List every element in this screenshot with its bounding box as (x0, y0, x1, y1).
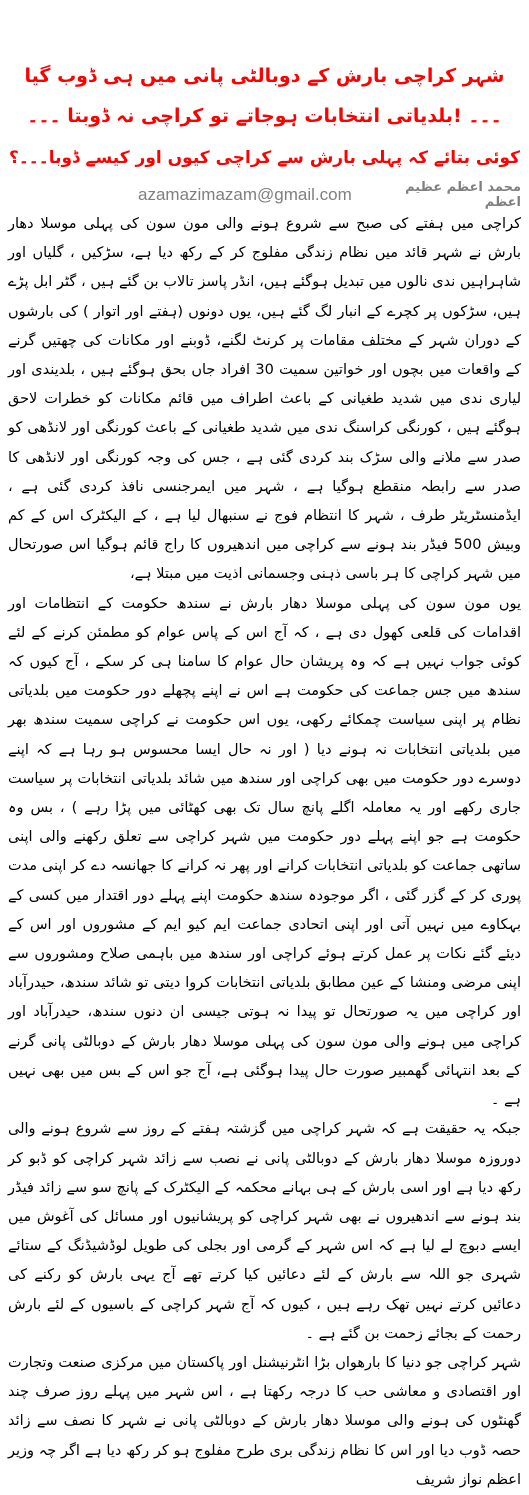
article-header (8, 0, 521, 176)
article-body (8, 210, 521, 1495)
article-subtitle: کوئی بتائے کہ پہلی بارش سے کراچی کیوں اور کیسے ڈوبا۔۔۔؟ (8, 148, 521, 168)
author-name: محمد اعظم عظیم اعظم (405, 180, 521, 210)
paragraph-4: شہر کراچی جو دنیا کا بارھواں بڑا انٹرنیشنل اور پاکستان میں مرکزی صنعت وتجارت اور اقتصادی و معاشی حب کا درجہ رکھتا ہے ، اس شہر میں پہلے روز صرف چند گھنٹوں کی ہونے والی موسلا دھار بارش کے دوبالٹی پانی نے شہر کا نصف سے زائد حصہ ڈوب دیا اور اس کا نظام زندگی بری طرح مفلوج ہو کر رکھ دیا ہے اگر چہ وزیر اعظم نواز شریف (8, 1354, 521, 1488)
author-email: azamazimazam@gmail.com (138, 185, 352, 204)
byline (8, 180, 521, 210)
paragraph-1: کراچی میں ہفتے کی صبح سے شروع ہونے والی مون سون کی پہلی موسلا دھار بارش نے شہر قائد میں نظام زندگی مفلوج کر کے رکھ دیا ہے، سڑکیں ، گلیاں اور شاہراہیں ندی نالوں میں تبدیل ہوگئے ہیں، انڈر پاسز تالاب بن گئے ہیں ، گٹر ابل پڑے ہیں، سڑکوں پر کچرے کے انبار لگ گئے ہیں، یوں دونوں (ہفتے اور اتوار ) کی بارشوں کے دوران شہر کے مختلف مقامات پر کرنٹ لگنے، ڈوبنے اور مکانات کی چھتیں گرنے کے واقعات میں بچوں اور خواتین سمیت 30 افراد جاں بحق ہوگئے ہیں ، بلدیندی اور لیاری ندی میں شدید طغیانی کے باعث اطراف میں قائم مکانات کو خطرات لاحق ہوگئے ہیں ، کورنگی کراسنگ ندی میں شدید طغیانی کے باعث کورنگی اور لانڈھی کو صدر سے ملانے والی سڑک بند کردی گئی ہے ، جس کی وجہ کورنگی اور لانڈھی کا صدر سے رابطہ منقطع ہوگیا ہے ، شہر میں ایمرجنسی نافذ کردی گئی ہے ، ایڈمنسٹریٹر طرف ، شہر کا انتظام فوج نے سنبھال لیا ہے ، کے الیکٹرک اس کے کم وبیش 500 فیڈر بند ہونے سے کراچی میں اندھیروں کا راج قائم ہوگیا اس صورتحال میں شہر کراچی کا ہر باسی ذہنی وجسمانی اذیت میں مبتلا ہے، (8, 216, 522, 583)
paragraph-3: جبکہ یہ حقیقت ہے کہ شہر کراچی میں گزشتہ ہفتے کے روز سے شروع ہونے والی دوروزہ موسلا دھار بارش کے دوبالٹی پانی نے نصب سے زائد شہر کراچی کو ڈبو کر رکھ دیا ہے اور اسی بارش کے ہی بہانے محکمہ کے الیکٹرک کے پانچ سو سے زائد فیڈر بند ہونے سے اندھیروں نے بھی شہر کراچی کو پریشانیوں اور مسائل کی آغوش میں ایسے دبوچ لے لیا ہے کہ اس شہر کے گرمی اور بجلی کی طویل لوڈشیڈنگ کے ستائے شہری جو اللہ سے بارش کے لئے دعائیں کیا کرتے تھے آج یہی بارش کو رکنے کی دعائیں کرتے نہیں تھک رہے ہیں ، کیوں کہ آج شہر کراچی کے باسیوں کے لئے بارش رحمت کے بجائے زحمت بن گئے ہے ۔ (8, 1121, 521, 1342)
paragraph-2: یوں مون سون کی پہلی موسلا دھار بارش نے سندھ حکومت کے انتظامات اور اقدامات کی قلعی کھول دی ہے ، کہ آج اس کے پاس عوام کو مطمئن کرنے کے لئے کوئی جواب نہیں ہے کہ وہ پریشان حال عوام کا سامنا ہی کر سکے ، آج کیوں کہ سندھ میں جس جماعت کی حکومت ہے اس نے اپنے پچھلے دور حکومت میں بلدیاتی نظام پر اپنی سیاست چمکائے رکھی، یوں اس حکومت نے کراچی سمیت سندھ بھر میں بلدیاتی انتخابات نہ ہونے دیا ( اور نہ حال ایسا محسوس ہو رہا ہے کہ اپنے دوسرے دور حکومت میں بھی کراچی اور سندھ میں شائد بلدیاتی انتخابات پر سیاست جاری رکھے اور یہ معاملہ اگلے پانچ سال تک بھی کھٹائی میں پڑا رہے ) ، بس وہ حکومت ہے جو اپنے پہلے دور حکومت میں شہر کراچی سے تعلق رکھنے والی اپنی ساتھی جماعت کو بلدیاتی انتخابات کرانے اور پھر نہ کرانے کا جھانسہ دے کر اپنی مدت پوری کر کے گزر گئی ، اگر موجودہ سندھ حکومت اپنے پہلے دور اقتدار میں کسی کے بہکاوے میں نہیں آتی اور اپنی اتحادی جماعت ایم کیو ایم کے مشوروں اور اس کے دیئے گئے نکات پر عمل کرتے ہوئے کراچی اور سندھ میں باہمی صلاح ومشوروں سے اپنی مرضی ومنشا کے عین مطابق بلدیاتی انتخابات کروا دیتی تو شائد سندھ، حیدرآباد اور کراچی میں یہ صورتحال تو پیدا نہ ہوتی جیسی ان دنوں سندھ، حیدرآباد اور کراچی میں ہونے والی مون سون کی پہلی موسلا دھار بارش کے دوبالٹی پانی گرنے کے بعد انتہائی گھمبیر صورت حال پیدا ہوگئی ہے، آج جو اس کے بس میں بھی نہیں ہے ۔ (8, 595, 521, 1109)
article-title: شہر کراچی بارش کے دوبالٹی پانی میں ہی ڈوب گیا ۔۔۔ !بلدیاتی انتخابات ہوجاتے تو کراچی نہ ڈوبتا ۔۔۔ (24, 65, 505, 127)
